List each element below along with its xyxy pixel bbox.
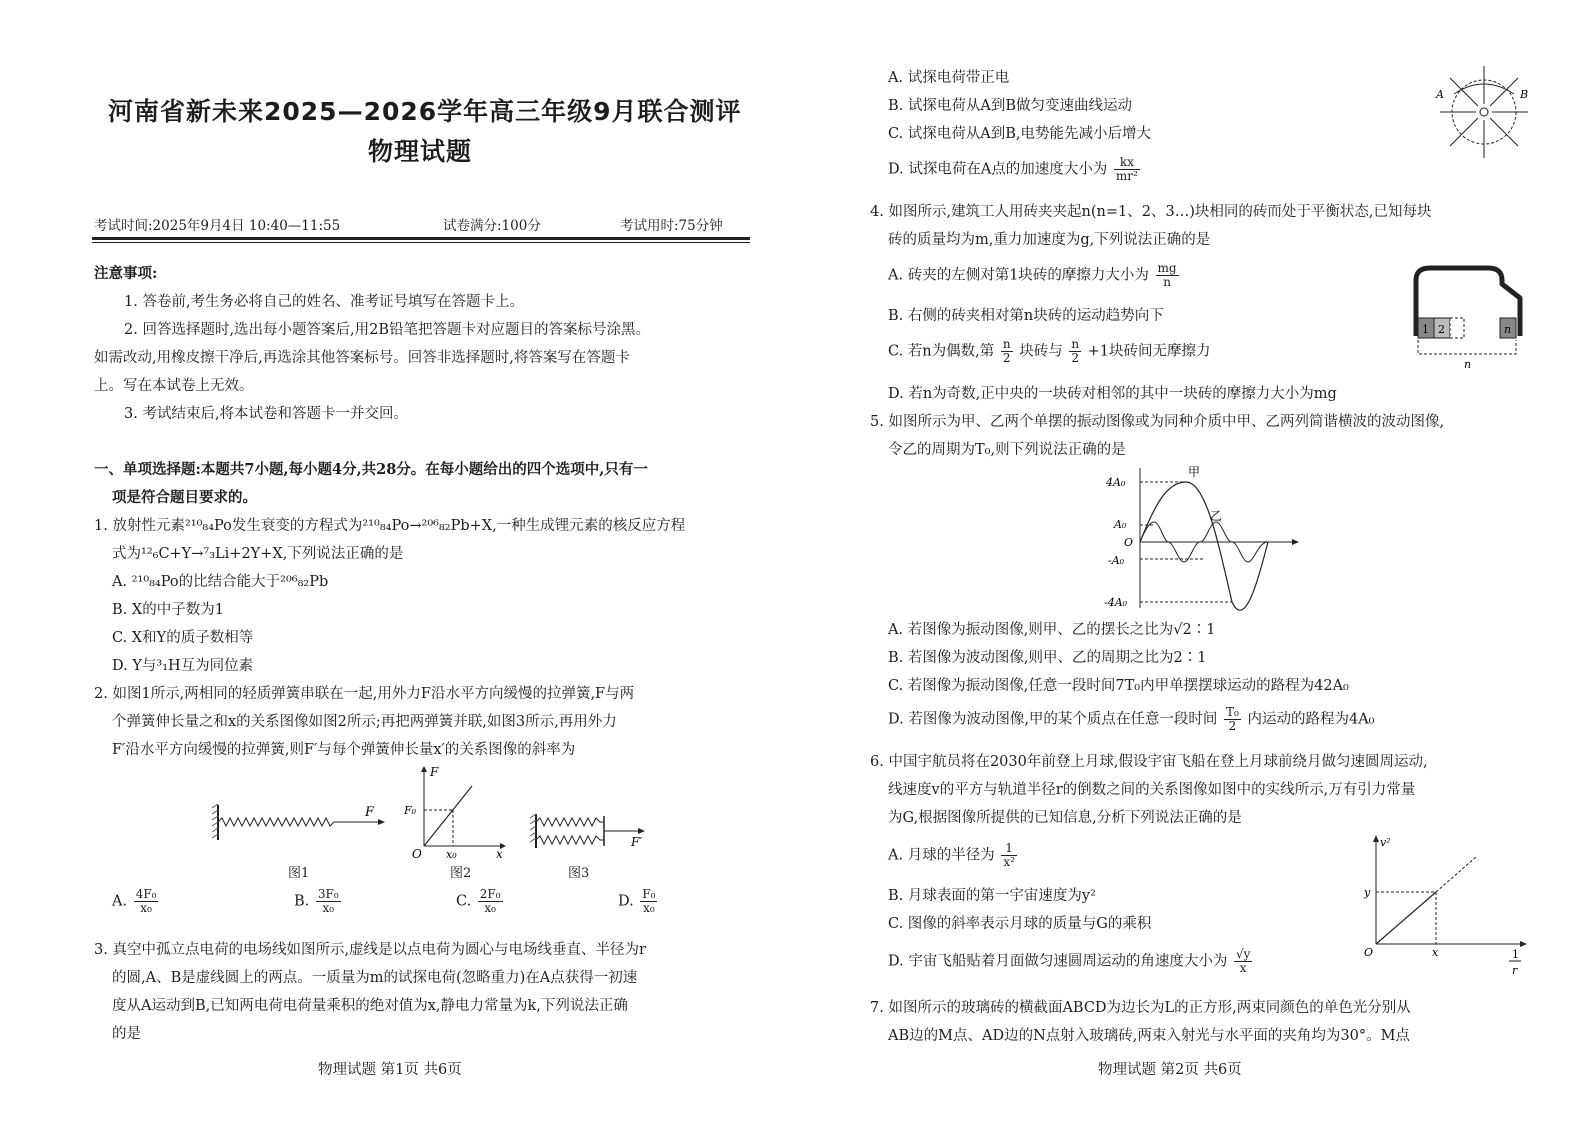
q3-field-figure	[1434, 64, 1534, 164]
q3-stem-1: 3. 真空中孤立点电荷的电场线如图所示,虚线是以点电荷为圆心与电场线垂直、半径为r	[94, 942, 646, 958]
q5-label-neg-a0: -A₀	[1108, 554, 1125, 567]
q4-option-a-text: A. 砖夹的左侧对第1块砖的摩擦力大小为	[888, 267, 1149, 284]
header-rule-thin	[92, 242, 750, 243]
q4-option-c-den-1: 2	[1002, 351, 1011, 365]
fig1-force-label: F	[365, 805, 375, 820]
fig2-x0: x₀	[446, 848, 457, 860]
q2-option-d-letter: D.	[618, 893, 634, 910]
q3-point-a: A	[1436, 88, 1444, 101]
q2-option-d	[618, 888, 659, 915]
q6-stem-3: 为G,根据图像所提供的已知信息,分析下列说法正确的是	[888, 810, 1242, 826]
fig2-caption: 图2	[450, 866, 472, 881]
q2-option-a-letter: A.	[112, 893, 128, 910]
q2-figure-2	[402, 764, 512, 860]
q4-option-c-num-1: n	[1002, 337, 1011, 351]
q5-label-4a0: 4A₀	[1106, 476, 1126, 489]
q6-x-value: x	[1432, 946, 1439, 959]
fig1-caption: 图1	[288, 866, 310, 881]
q6-option-a-text: A. 月球的半径为	[888, 847, 995, 864]
q5-option-a: A. 若图像为振动图像,则甲、乙的摆长之比为√2∶1	[888, 622, 1216, 638]
q5-option-d-num: T₀	[1226, 705, 1239, 719]
q5-label-neg-4a0: -4A₀	[1104, 596, 1128, 609]
q5-origin: O	[1124, 536, 1134, 549]
q2-option-a	[112, 888, 160, 915]
q4-option-c-pre: C. 若n为偶数,第	[888, 343, 995, 360]
q2-option-a-den: x₀	[140, 901, 152, 915]
q5-option-d-post: 内运动的路程为4A₀	[1247, 711, 1375, 728]
q2-option-a-num: 4F₀	[135, 887, 157, 901]
q3-option-a: A. 试探电荷带正电	[888, 70, 1010, 86]
q6-origin: O	[1364, 946, 1374, 959]
q2-option-c-num: 2F₀	[479, 887, 501, 901]
q6-option-a-den: x²	[1003, 855, 1015, 869]
q6-option-a-num: 1	[1001, 842, 1017, 856]
q4-option-c-den-2: 2	[1071, 351, 1079, 365]
q4-option-c	[888, 338, 1211, 365]
fig3-force-label: F′	[631, 835, 643, 849]
exam-time: 考试时间:2025年9月4日 10:40—11:55	[94, 218, 341, 234]
q2-figure-3	[528, 810, 658, 860]
q4-option-c-post: +1块砖间无摩擦力	[1087, 343, 1211, 360]
section-1-heading: 一、单项选择题:本题共7小题,每小题4分,共28分。在每小题给出的四个选项中,只有一	[94, 461, 648, 478]
fig2-x-label: x	[496, 847, 503, 860]
q5-option-d-pre: D. 若图像为波动图像,甲的某个质点在任意一段时间	[888, 711, 1218, 728]
q5-option-d-den: 2	[1228, 719, 1237, 733]
q2-option-b	[294, 888, 343, 915]
q5-label-a0: A₀	[1114, 518, 1127, 531]
full-score: 试卷满分:100分	[443, 218, 541, 234]
q3-stem-3: 度从A运动到B,已知两电荷电荷量乘积的绝对值为x,静电力常量为k,下列说法正确	[112, 998, 628, 1014]
q1-option-b: B. X的中子数为1	[112, 602, 224, 618]
q1-stem-1: 1. 放射性元素²¹⁰₈₄Po发生衰变的方程式为²¹⁰₈₄Po→²⁰⁶₈₂Pb+X,一种生成锂元素的核反应方程	[94, 518, 686, 534]
q5-stem-1: 5. 如图所示为甲、乙两个单摆的振动图像或为同种介质中甲、乙两列简谐横波的波动图像,	[870, 414, 1445, 430]
q2-option-c-den: x₀	[484, 901, 496, 915]
q2-option-b-letter: B.	[294, 893, 310, 910]
fig2-f0: F₀	[404, 804, 417, 817]
notice-1: 1. 答卷前,考生务必将自己的姓名、准考证号填写在答题卡上。	[124, 294, 525, 310]
q3-stem-4: 的是	[112, 1026, 141, 1042]
paper-subtitle: 物理试题	[368, 137, 473, 166]
q3-option-d	[888, 156, 1142, 183]
page-1-footer: 物理试题 第1页 共6页	[318, 1062, 462, 1078]
q1-option-a: A. ²¹⁰₈₄Po的比结合能大于²⁰⁶₈₂Pb	[112, 574, 329, 590]
duration: 考试用时:75分钟	[620, 218, 723, 234]
notice-3: 3. 考试结束后,将本试卷和答题卡一并交回。	[124, 406, 409, 422]
q6-graph-figure	[1356, 832, 1536, 982]
q4-brick-n: n	[1504, 323, 1512, 336]
q3-point-b: B	[1520, 88, 1529, 101]
q3-option-d-den: mr²	[1115, 169, 1138, 183]
q6-stem-1: 6. 中国宇航员将在2030年前登上月球,假设宇宙飞船在登上月球前绕月做匀速圆周运动,	[870, 754, 1428, 770]
q6-option-d-den: x	[1239, 961, 1247, 975]
q2-option-b-den: x₀	[322, 901, 335, 915]
q4-option-a	[888, 262, 1181, 289]
q5-option-d	[888, 706, 1375, 733]
fig2-y-label: F	[430, 765, 439, 779]
q3-option-d-num: kx	[1114, 156, 1140, 170]
q4-option-b: B. 右侧的砖夹相对第n块砖的运动趋势向下	[888, 308, 1164, 324]
notice-2c: 上。写在本试卷上无效。	[94, 378, 254, 394]
q6-option-b: B. 月球表面的第一宇宙速度为y²	[888, 888, 1096, 904]
q2-option-b-num: 3F₀	[317, 887, 339, 901]
q7-stem-1: 7. 如图所示的玻璃砖的横截面ABCD为边长为L的正方形,两束同颜色的单色光分别从	[870, 1000, 1411, 1016]
section-1-heading-2: 项是符合题目要求的。	[112, 489, 257, 506]
q3-stem-2: 的圆,A、B是虚线圆上的两点。一质量为m的试探电荷(忽略重力)在A点获得一初速	[112, 970, 638, 986]
q2-option-d-num: F₀	[642, 887, 656, 901]
q6-option-d-text: D. 宇宙飞船贴着月面做匀速圆周运动的角速度大小为	[888, 953, 1228, 970]
q5-label-yi: 乙	[1210, 509, 1223, 523]
q4-option-d: D. 若n为奇数,正中央的一块砖对相邻的其中一块砖的摩擦力大小为mg	[888, 386, 1337, 402]
q4-count-n: n	[1464, 358, 1472, 370]
q6-x-axis-den: r	[1512, 964, 1518, 977]
q4-stem-2: 砖的质量均为m,重力加速度为g,下列说法正确的是	[888, 232, 1211, 248]
q3-option-c: C. 试探电荷从A到B,电势能先减小后增大	[888, 126, 1152, 142]
q3-option-d-text: D. 试探电荷在A点的加速度大小为	[888, 161, 1108, 178]
q6-x-axis-num: 1	[1512, 948, 1519, 961]
q5-option-b: B. 若图像为波动图像,则甲、乙的周期之比为2∶1	[888, 650, 1207, 666]
paper-title: 河南省新未来2025—2026学年高三年级9月联合测评	[108, 97, 742, 126]
q6-option-d	[888, 948, 1254, 975]
q5-option-c: C. 若图像为振动图像,任意一段时间7T₀内甲单摆摆球运动的路程为42A₀	[888, 678, 1349, 694]
notice-heading: 注意事项:	[94, 265, 158, 282]
page-2-footer: 物理试题 第2页 共6页	[1098, 1062, 1242, 1078]
q6-option-c: C. 图像的斜率表示月球的质量与G的乘积	[888, 916, 1152, 932]
notice-2b: 如需改动,用橡皮擦干净后,再选涂其他答案标号。回答非选择题时,将答案写在答题卡	[94, 350, 630, 366]
q6-y-axis-label: v²	[1380, 836, 1391, 849]
q7-stem-2: AB边的M点、AD边的N点射入玻璃砖,两束入射光与水平面的夹角均为30°。M点	[888, 1028, 1410, 1044]
q4-option-c-num-2: n	[1071, 337, 1080, 351]
notice-2: 2. 回答选择题时,选出每小题答案后,用2B铅笔把答题卡对应题目的答案标号涂黑。	[124, 322, 651, 338]
q4-option-a-den: n	[1163, 275, 1171, 289]
q1-option-c: C. X和Y的质子数相等	[112, 630, 254, 646]
q4-brick-1: 1	[1422, 323, 1429, 336]
q4-stem-1: 4. 如图所示,建筑工人用砖夹夹起n(n=1、2、3…)块相同的砖而处于平衡状态,已知每块	[870, 204, 1432, 220]
q4-option-a-num: mg	[1157, 261, 1177, 275]
q5-stem-2: 令乙的周期为T₀,则下列说法正确的是	[888, 442, 1126, 458]
q4-option-c-mid: 块砖与	[1019, 343, 1063, 360]
page-2	[794, 0, 1588, 1123]
q2-stem-1: 2. 如图1所示,两相同的轻质弹簧串联在一起,用外力F沿水平方向缓慢的拉弹簧,F与两	[94, 686, 635, 702]
q1-option-d: D. Y与³₁H互为同位素	[112, 658, 254, 674]
fig2-origin: O	[412, 847, 422, 860]
q5-label-jia: 甲	[1188, 465, 1201, 479]
q2-option-d-den: x₀	[643, 901, 655, 915]
q2-option-c-letter: C.	[456, 893, 472, 910]
q3-option-b: B. 试探电荷从A到B做匀变速曲线运动	[888, 98, 1132, 114]
q4-brick-2: 2	[1438, 323, 1445, 336]
q5-wave-figure	[1104, 462, 1304, 614]
q2-figure-1	[210, 800, 390, 860]
q4-brick-clamp-figure	[1408, 258, 1530, 370]
q6-stem-2: 线速度v的平方与轨道半径r的倒数之间的关系图像如图中的实线所示,万有引力常量	[888, 782, 1416, 798]
q1-stem-2: 式为¹²₆C+Y→⁷₃Li+2Y+X,下列说法正确的是	[112, 546, 404, 562]
q6-option-d-num: √y	[1235, 947, 1251, 961]
q6-option-a	[888, 842, 1019, 869]
fig3-caption: 图3	[568, 866, 590, 881]
header-rule	[92, 237, 750, 240]
q2-option-c	[456, 888, 505, 915]
q2-stem-3: F′沿水平方向缓慢的拉弹簧,则F′与每个弹簧伸长量x′的关系图像的斜率为	[112, 742, 576, 758]
q6-y-value: y	[1364, 886, 1371, 899]
q2-stem-2: 个弹簧伸长量之和x的关系图像如图2所示;再把两弹簧并联,如图3所示,再用外力	[112, 714, 617, 730]
